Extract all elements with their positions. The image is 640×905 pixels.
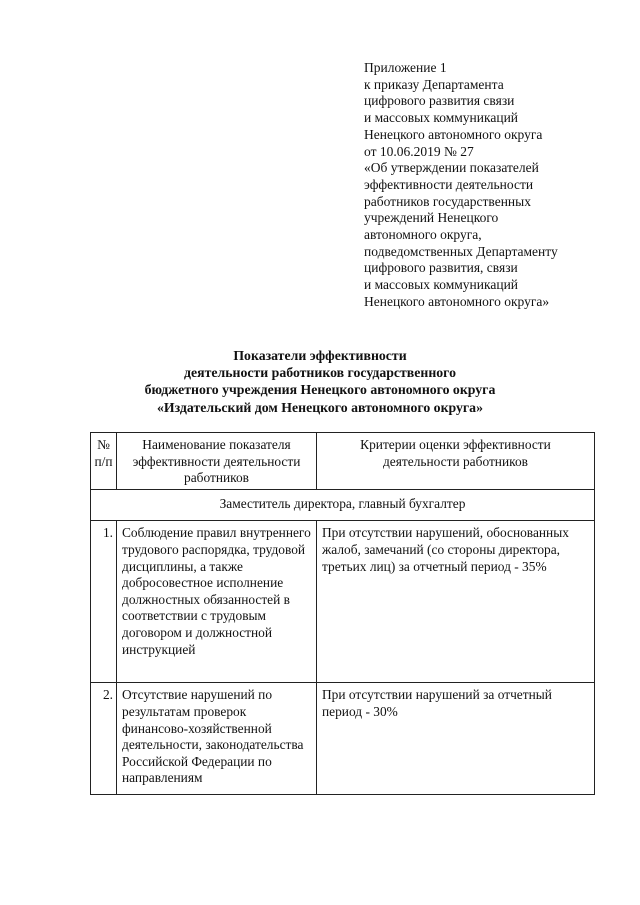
table-row [91,683,595,795]
row-number: 1. [91,521,117,683]
appendix-line: от 10.06.2019 № 27 [364,143,474,159]
appendix-line: и массовых коммуникаций [364,110,519,126]
appendix-line: подведомственных Департаменту [364,243,558,259]
appendix-line: Приложение 1 [364,60,447,75]
table-header-row [91,433,595,490]
indicator-criteria: При отсутствии нарушений за отчетный период - 30% [317,683,595,795]
appendix-line: автономного округа, [364,227,482,243]
appendix-line: и массовых коммуникаций [364,277,519,293]
table-row [91,521,595,683]
appendix-line: «Об утверждении показателей [364,160,539,176]
appendix-line: учреждений Ненецкого [364,210,499,226]
appendix-line: Ненецкого автономного округа» [364,293,550,309]
section-title: Заместитель директора, главный бухгалтер [91,489,595,521]
row-number: 2. [91,683,117,795]
appendix-line: Ненецкого автономного округа [364,126,543,142]
indicators-table [90,432,595,795]
section-row [91,489,595,521]
indicator-name: Отсутствие нарушений по результатам проверок финансово-хозяйственной деятельности, законодательства Российской Федерации по направлениям [117,683,317,795]
appendix-line: цифрового развития, связи [364,260,518,276]
header-number: № п/п [91,433,117,490]
appendix-line: эффективности деятельности [364,176,534,192]
title-line: деятельности работников государственного [184,365,456,381]
document-title [60,347,580,416]
appendix-line: работников государственных [364,193,531,209]
appendix-line: цифрового развития связи [364,93,515,109]
title-line: Показатели эффективности [233,348,407,363]
appendix-block [364,60,614,311]
title-line: бюджетного учреждения Ненецкого автономного округа [144,382,496,398]
header-indicator-name: Наименование показателя эффективности деятельности работников [117,433,317,490]
appendix-line: к приказу Департамента [364,76,504,92]
indicator-name: Соблюдение правил внутреннего трудового распорядка, трудовой дисциплины, а также добросовестное исполнение должностных обязанностей в соответствии с трудовым договором и должностной инструкцией [117,521,317,683]
indicator-criteria: При отсутствии нарушений, обоснованных жалоб, замечаний (со стороны директора, третьих лиц) за отчетный период - 35% [317,521,595,683]
header-criteria: Критерии оценки эффективности деятельности работников [317,433,595,490]
title-line: «Издательский дом Ненецкого автономного округа» [157,399,483,415]
